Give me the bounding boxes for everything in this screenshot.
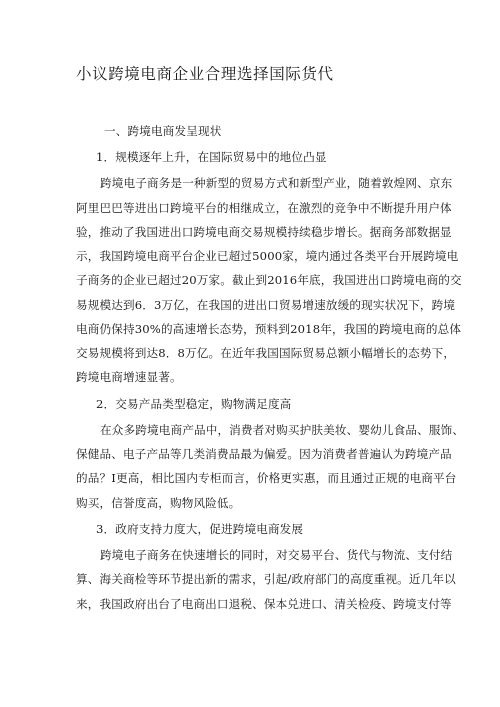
paragraph-3-line-1: 跨境电子商务在快速增长的同时，对交易平台、货代与物流、支付结 bbox=[100, 548, 453, 562]
paragraph-1-line-5: 子商务的企业已超过20万家。截止到2016年底，我国进出口跨境电商的交 bbox=[76, 273, 462, 287]
subsection-heading-2: 2．交易产品类型稳定，购物满足度高 bbox=[96, 397, 292, 411]
subsection-heading-1: 1．规模逐年上升，在国际贸易中的地位凸显 bbox=[96, 150, 327, 164]
paragraph-3-line-2: 算、海关商检等环节提出新的需求，引起/政府部门的高度重视。近几年以 bbox=[76, 572, 456, 586]
section-heading: 一、跨境电商发呈现状 bbox=[104, 124, 222, 138]
paragraph-1-line-1: 跨境电子商务是一种新型的贸易方式和新型产业，随着敦煌网、京东 bbox=[100, 176, 453, 190]
document-title: 小议跨境电商企业合理选择国际货代 bbox=[76, 65, 334, 83]
paragraph-2-line-2: 保健品、电子产品等几类消费品最为偏爱。因为消费者普遍认为跨境产品 bbox=[76, 447, 452, 461]
paragraph-1-line-2: 阿里巴巴等进出口跨境平台的相继成立，在激烈的竞争中不断提升用户体 bbox=[76, 201, 452, 215]
subsection-heading-3: 3．政府支持力度大，促进跨境电商发展 bbox=[96, 522, 304, 536]
paragraph-1-line-3: 验，推动了我国进出口跨境电商交易规模持续稳步增长。据商务部数据显 bbox=[76, 225, 452, 239]
paragraph-1-line-6: 易规模达到6．3万亿，在我国的进出口贸易增速放缓的现实状况下，跨境 bbox=[76, 298, 456, 312]
paragraph-2-line-3: 的品？I更高，相比国内专柜而言，价格更实惠，而且通过正规的电商平台 bbox=[76, 471, 457, 485]
paragraph-1-line-8: 交易规模将到达8．8万亿。在近年我国国际贸易总额小幅增长的态势下， bbox=[76, 346, 456, 360]
paragraph-1-line-7: 电商仍保持30%的高速增长态势，预料到2018年，我国的跨境电商的总体 bbox=[76, 322, 462, 336]
paragraph-1-line-4: 示，我国跨境电商平台企业已超过5000家，境内通过各类平台开展跨境电 bbox=[76, 249, 459, 263]
paragraph-1-line-9: 跨境电商增速显著。 bbox=[76, 370, 182, 384]
paragraph-2-line-1: 在众多跨境电商产品中，消费者对购买护肤美妆、婴幼儿食品、服饰、 bbox=[100, 423, 465, 437]
paragraph-2-line-4: 购买，信誉度高，购物风险低。 bbox=[76, 496, 241, 510]
paragraph-3-line-3: 来，我国政府出台了电商出口退税、保本兑进口、清关检疫、跨境支付等 bbox=[76, 597, 452, 611]
